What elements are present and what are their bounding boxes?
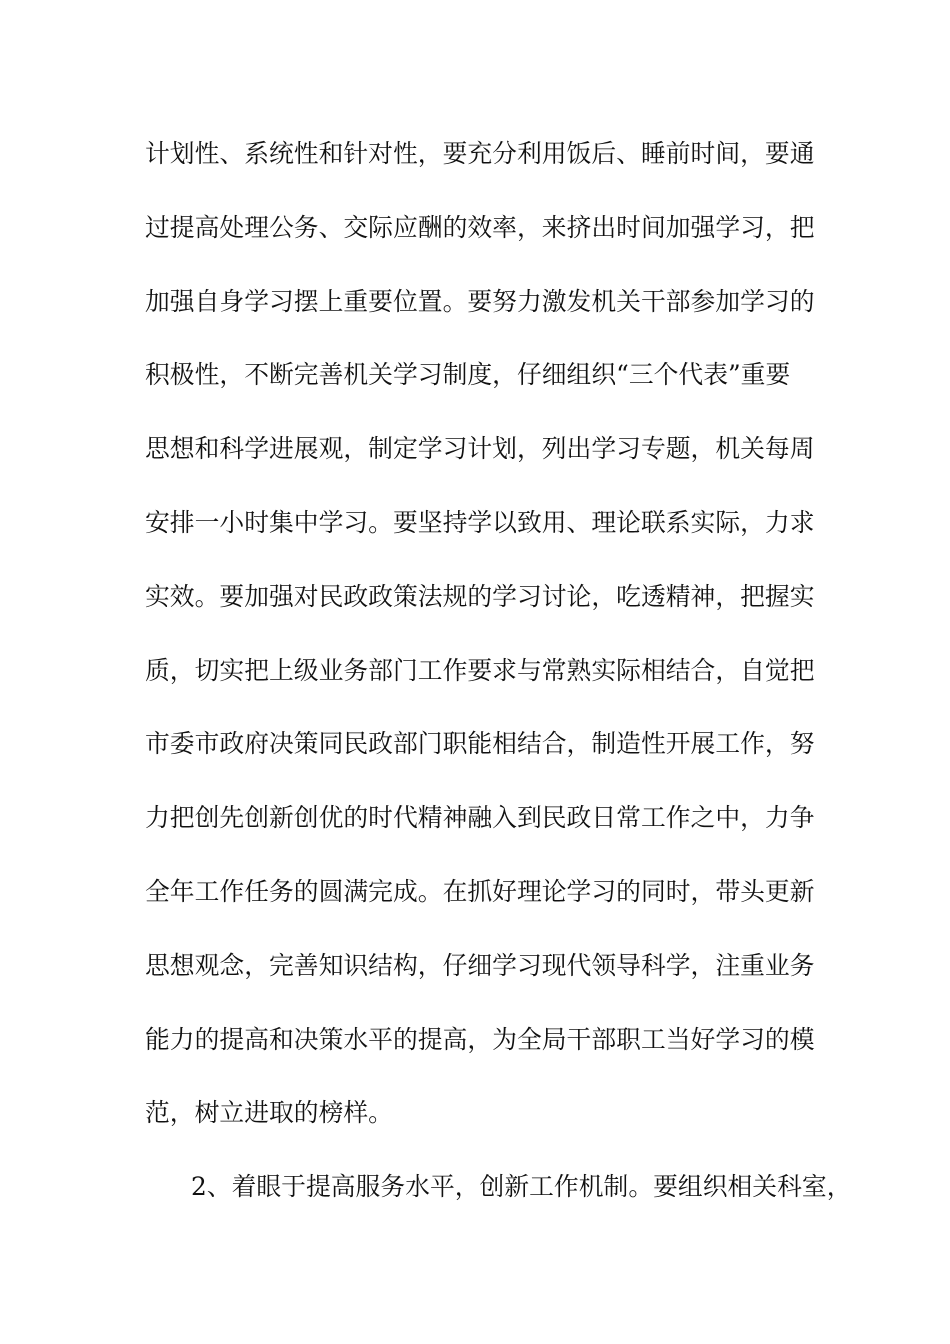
- text-line: 范，树立进取的榜样。: [145, 1098, 393, 1128]
- text-line: 全年工作任务的圆满完成。在抓好理论学习的同时，带头更新: [145, 876, 815, 906]
- text-line: 力把创先创新创优的时代精神融入到民政日常工作之中，力争: [145, 803, 815, 833]
- text-line: 加强自身学习摆上重要位置。要努力激发机关干部参加学习的: [145, 286, 815, 316]
- text-line: 能力的提高和决策水平的提高，为全局干部职工当好学习的模: [145, 1024, 815, 1054]
- text-line: 质，切实把上级业务部门工作要求与常熟实际相结合，自觉把: [145, 655, 815, 685]
- text-line: 思想和科学进展观，制定学习计划，列出学习专题，机关每周: [145, 434, 815, 464]
- text-line: 安排一小时集中学习。要坚持学以致用、理论联系实际，力求: [145, 507, 815, 537]
- text-line: 过提高处理公务、交际应酬的效率，来挤出时间加强学习，把: [145, 212, 815, 242]
- text-line: 计划性、系统性和针对性，要充分利用饭后、睡前时间，要通: [145, 139, 815, 168]
- text-line: 思想观念，完善知识结构，仔细学习现代领导科学，注重业务: [145, 950, 815, 980]
- text-line: 市委市政府决策同民政部门职能相结合，制造性开展工作，努: [145, 729, 815, 759]
- body-text: [145, 130, 852, 1237]
- text-line: 积极性，不断完善机关学习制度，仔细组织“三个代表”重要: [145, 360, 791, 390]
- paragraph-start-line: 2、着眼于提高服务水平，创新工作机制。要组织相关科室，: [191, 1172, 852, 1202]
- text-line: 实效。要加强对民政政策法规的学习讨论，吃透精神，把握实: [145, 581, 815, 611]
